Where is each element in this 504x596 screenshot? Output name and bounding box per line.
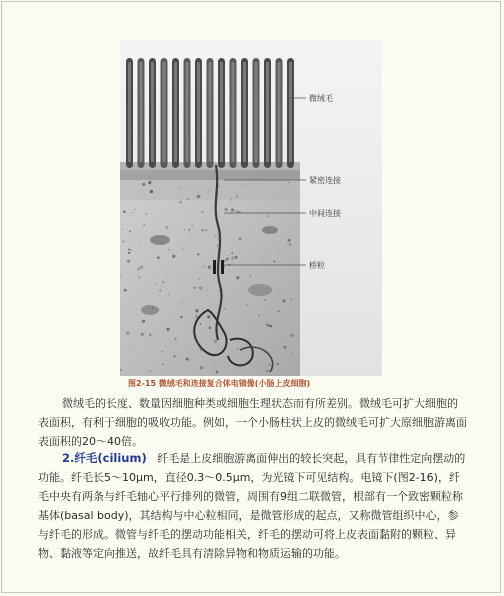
texture-speckle: [195, 315, 198, 318]
texture-speckle: [200, 366, 203, 369]
texture-speckle: [131, 250, 133, 252]
texture-speckle: [270, 325, 272, 327]
texture-speckle: [143, 224, 145, 226]
texture-speckle: [230, 198, 232, 200]
texture-speckle: [133, 351, 134, 352]
section-heading: 2.纤毛(cilium): [62, 451, 147, 465]
texture-speckle: [150, 190, 153, 193]
label-tight-junction: 紧密连接: [309, 176, 341, 185]
texture-speckle: [231, 208, 234, 211]
label-microvilli: 微绒毛: [309, 94, 333, 103]
microvillus-core: [266, 62, 269, 162]
texture-speckle: [141, 333, 144, 336]
electron-micrograph-image: [120, 40, 382, 376]
texture-speckle: [195, 309, 198, 312]
texture-speckle: [237, 348, 239, 350]
texture-speckle: [140, 266, 143, 269]
texture-speckle: [198, 287, 199, 288]
texture-speckle: [188, 229, 190, 231]
texture-speckle: [143, 320, 146, 323]
texture-speckle: [236, 210, 239, 213]
texture-speckle: [213, 363, 214, 364]
texture-speckle: [126, 331, 130, 335]
texture-speckle: [199, 347, 201, 349]
label-intermediate-junction: 中间连接: [309, 209, 341, 218]
texture-speckle: [201, 229, 204, 232]
texture-speckle: [175, 338, 177, 340]
texture-speckle: [264, 299, 266, 301]
microvillus-core: [289, 62, 292, 162]
texture-speckle: [236, 196, 238, 198]
texture-speckle: [279, 291, 280, 292]
texture-speckle: [224, 266, 225, 267]
texture-speckle: [168, 249, 170, 251]
texture-speckle: [153, 240, 154, 241]
texture-speckle: [197, 195, 201, 199]
texture-speckle: [205, 229, 207, 231]
texture-speckle: [224, 260, 226, 262]
texture-speckle: [250, 276, 252, 278]
texture-speckle: [203, 266, 205, 268]
texture-speckle: [201, 211, 203, 213]
texture-speckle: [190, 236, 191, 237]
texture-speckle: [162, 363, 164, 365]
texture-speckle: [278, 310, 280, 312]
texture-speckle: [128, 249, 130, 251]
texture-speckle: [166, 226, 169, 229]
texture-speckle: [267, 324, 270, 327]
texture-speckle: [207, 191, 209, 193]
texture-speckle: [169, 294, 170, 295]
texture-speckle: [178, 279, 179, 280]
texture-speckle: [182, 249, 183, 250]
figure-caption: 图2-15 微绒毛和连接复合体电镜像(小肠上皮细胞): [128, 379, 311, 388]
texture-speckle: [162, 281, 164, 283]
texture-speckle: [186, 358, 189, 361]
texture-speckle: [198, 279, 199, 280]
texture-speckle: [226, 258, 229, 261]
texture-speckle: [155, 282, 157, 284]
texture-speckle: [161, 351, 163, 353]
texture-speckle: [239, 237, 242, 240]
texture-speckle: [223, 308, 225, 310]
texture-speckle: [282, 299, 285, 302]
texture-speckle: [127, 260, 130, 263]
texture-speckle: [205, 261, 206, 262]
texture-speckle: [247, 304, 249, 306]
texture-speckle: [129, 230, 131, 232]
texture-speckle: [267, 215, 269, 217]
microvillus-core: [128, 62, 131, 162]
texture-speckle: [249, 243, 250, 244]
texture-speckle: [165, 272, 166, 273]
texture-speckle: [288, 182, 290, 184]
micrograph-figure: [120, 40, 382, 376]
texture-speckle: [230, 201, 231, 202]
microvilli-group: [126, 58, 294, 168]
texture-speckle: [122, 240, 125, 243]
texture-speckle: [277, 363, 279, 365]
texture-speckle: [180, 316, 182, 318]
texture-speckle: [236, 183, 237, 184]
texture-speckle: [289, 243, 291, 245]
texture-speckle: [173, 355, 176, 358]
texture-speckle: [191, 224, 193, 226]
microvillus-core: [243, 62, 246, 162]
texture-speckle: [209, 326, 212, 329]
texture-speckle: [290, 334, 293, 337]
texture-speckle: [197, 253, 199, 255]
texture-speckle: [124, 289, 127, 292]
texture-speckle: [273, 261, 275, 263]
texture-speckle: [167, 328, 170, 331]
microvillus-core: [151, 62, 154, 162]
microvillus-core: [163, 62, 166, 162]
paragraph-cilium: [38, 449, 468, 563]
texture-speckle: [218, 290, 219, 291]
texture-speckle: [149, 334, 151, 336]
microvillus-core: [209, 62, 212, 162]
texture-speckle: [197, 342, 199, 344]
texture-speckle: [200, 323, 202, 325]
texture-speckle: [228, 255, 229, 256]
texture-speckle: [181, 302, 182, 303]
microvillus-core: [186, 62, 189, 162]
texture-speckle: [122, 228, 123, 229]
paragraph-microvilli: 微绒毛的长度、数量因细胞种类或细胞生理状态而有所差别。微绒毛可扩大细胞的表面积，有利于细胞的吸收功能。例如，一个小肠柱状上皮的微绒毛可扩大原细胞游离面表面积的20～40倍。: [38, 397, 467, 448]
microvillus-core: [220, 62, 223, 162]
texture-speckle: [218, 237, 221, 240]
texture-speckle: [290, 280, 291, 281]
texture-speckle: [179, 201, 182, 204]
microvillus-core: [197, 62, 200, 162]
texture-speckle: [290, 298, 292, 300]
texture-speckle: [193, 286, 196, 289]
texture-speckle: [157, 256, 160, 259]
texture-speckle: [152, 308, 154, 310]
label-desmosome: 桥粒: [309, 261, 325, 270]
texture-speckle: [262, 261, 263, 262]
texture-speckle: [172, 373, 173, 374]
texture-speckle: [123, 210, 126, 213]
texture-speckle: [225, 208, 228, 211]
texture-speckle: [178, 187, 179, 188]
microvillus-core: [140, 62, 143, 162]
texture-speckle: [287, 239, 290, 242]
texture-speckle: [159, 289, 162, 292]
texture-speckle: [269, 364, 271, 366]
texture-speckle: [207, 315, 210, 318]
texture-speckle: [172, 255, 175, 258]
microvillus-core: [278, 62, 281, 162]
texture-speckle: [146, 213, 148, 215]
texture-speckle: [284, 346, 287, 349]
texture-speckle: [200, 287, 203, 290]
texture-speckle: [215, 235, 217, 237]
texture-speckle: [236, 276, 239, 279]
texture-speckle: [245, 184, 246, 185]
texture-speckle: [138, 276, 140, 278]
texture-speckle: [235, 256, 238, 259]
microvillus-core: [174, 62, 177, 162]
texture-speckle: [260, 208, 261, 209]
texture-speckle: [207, 289, 208, 290]
texture-speckle: [140, 244, 141, 245]
microvillus-core: [255, 62, 258, 162]
texture-speckle: [266, 370, 269, 373]
texture-speckle: [134, 209, 135, 210]
texture-speckle: [208, 266, 211, 269]
paragraph-cilium-body: 纤毛是上皮细胞游离面伸出的较长突起，具有节律性定向摆动的功能。纤毛长5～10μm，直径0.3～0.5μm，为光镜下可见结构。电镜下(图2-16)，纤毛中央有两条与纤毛轴心平行排列的微管，周围有9组二联微管，根部有一个致密颗粒称基体(basal body)，其结构与中心粒相同，是微管形成的起点，又称微管组织中心，参与纤毛的形成。微管与纤毛的摆动功能相关，纤毛的摆动可将上皮表面黏附的颗粒、异物、黏液等定向推送，故纤毛具有清除异物和物质运输的功能。: [38, 452, 466, 560]
texture-speckle: [187, 198, 189, 200]
texture-speckle: [148, 181, 151, 184]
texture-speckle: [149, 189, 150, 190]
texture-speckle: [217, 245, 218, 246]
texture-speckle: [277, 247, 279, 249]
texture-speckle: [149, 370, 151, 372]
texture-speckle: [167, 365, 168, 366]
texture-speckle: [142, 183, 145, 186]
texture-speckle: [132, 212, 133, 213]
texture-speckle: [183, 229, 185, 231]
microvillus-core: [232, 62, 235, 162]
texture-speckle: [214, 340, 217, 343]
texture-speckle: [213, 262, 214, 263]
texture-speckle: [231, 257, 234, 260]
texture-speckle: [137, 268, 140, 271]
texture-speckle: [218, 186, 220, 188]
texture-speckle: [258, 314, 260, 316]
texture-speckle: [292, 353, 294, 355]
texture-speckle: [216, 371, 219, 374]
texture-speckle: [231, 252, 233, 254]
texture-speckle: [128, 252, 130, 254]
